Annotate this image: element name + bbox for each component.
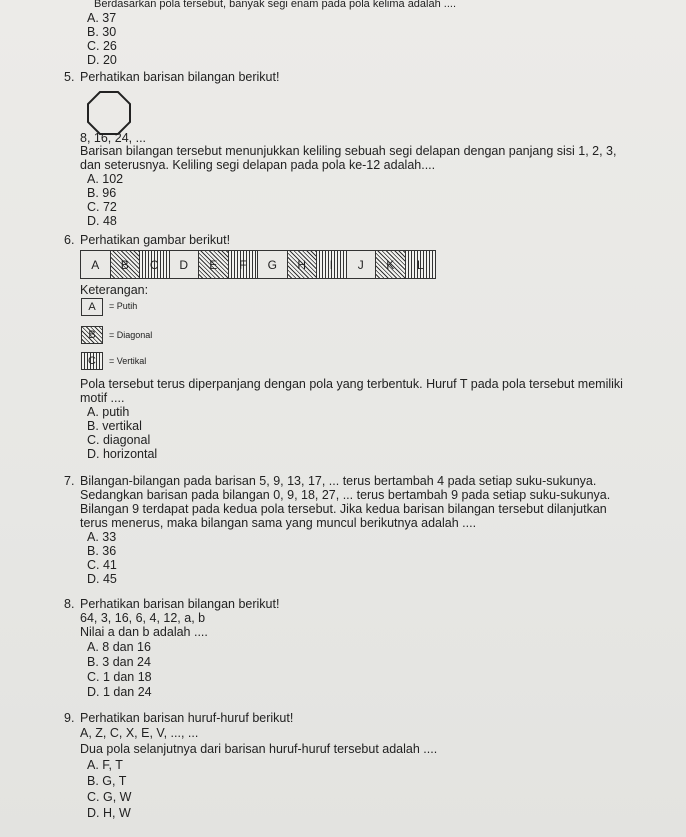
q9-sequence: A, Z, C, X, E, V, ..., ... [80,726,199,740]
legend-swatch-vertical [81,352,103,370]
cell-letter: J [357,257,364,272]
cell-letter: C [149,257,159,272]
q7-stem-line4: terus menerus, maka bilangan sama yang muncul berikutnya adalah .... [80,516,477,530]
pattern-cell-vertical [406,251,436,278]
q7-option-c: C. 41 [87,558,117,572]
q6-stem-line2: motif .... [80,391,125,405]
q9-option-b: B. G, T [87,774,127,788]
cell-letter: F [239,257,247,272]
q6-stem-line1: Pola tersebut terus diperpanjang dengan pola yang terbentuk. Huruf T pada pola tersebut memiliki [80,377,623,391]
octagon-icon [86,90,132,136]
legend-letter: C [88,355,96,367]
q7-stem-line1: Bilangan-bilangan pada barisan 5, 9, 13, 17, ... terus bertambah 4 pada setiap suku-sukunya. [80,474,597,488]
q6-prompt: Perhatikan gambar berikut! [80,233,231,247]
q7-option-b: B. 36 [87,544,117,558]
q9-option-c: C. G, W [87,790,132,804]
pattern-cell-vertical [140,251,170,278]
q6-option-b: B. vertikal [87,419,142,433]
q4-option-d: D. 20 [87,53,117,67]
legend-label-diagonal: = Diagonal [109,330,153,340]
pattern-cell-vertical [229,251,259,278]
q6-option-c: C. diagonal [87,433,151,447]
q6-legend-title: Keterangan: [80,283,149,297]
q8-sequence: 64, 3, 16, 6, 4, 12, a, b [80,611,206,625]
cell-letter: I [329,257,333,272]
pattern-cell-vertical [317,251,347,278]
q6-number: 6. [64,233,75,247]
pattern-cell-white [81,251,111,278]
q9-stem: Dua pola selanjutnya dari barisan huruf-huruf tersebut adalah .... [80,742,438,756]
q5-prompt: Perhatikan barisan bilangan berikut! [80,70,280,84]
pattern-cell-diagonal [288,251,318,278]
cell-letter: E [209,257,218,272]
q8-number: 8. [64,597,75,611]
q8-stem: Nilai a dan b adalah .... [80,625,208,639]
cell-letter: L [416,257,424,272]
pattern-cell-white [258,251,288,278]
q5-option-c: C. 72 [87,200,117,214]
q7-number: 7. [64,474,75,488]
cell-letter: H [297,257,307,272]
pattern-cell-diagonal [376,251,406,278]
q5-number: 5. [64,70,75,84]
q7-stem-line3: Bilangan 9 terdapat pada kedua pola tersebut. Jika kedua barisan bilangan tersebut dilanjutkan [80,502,607,516]
q6-option-a: A. putih [87,405,130,419]
q8-option-c: C. 1 dan 18 [87,670,152,684]
q5-option-a: A. 102 [87,172,124,186]
q5-sequence: 8, 16, 24, ... [80,131,147,145]
q4-option-c: C. 26 [87,39,117,53]
pattern-cell-diagonal [111,251,141,278]
pattern-cell-white [170,251,200,278]
cell-letter: D [179,257,189,272]
q7-option-d: D. 45 [87,572,117,586]
q8-option-b: B. 3 dan 24 [87,655,151,669]
legend-swatch-white [81,298,103,316]
legend-letter: A [88,301,96,313]
q5-option-d: D. 48 [87,214,117,228]
cell-letter: G [267,257,277,272]
q7-stem-line2: Sedangkan barisan pada bilangan 0, 9, 18, 27, ... terus bertambah 9 pada setiap suku-sukunya. [80,488,611,502]
legend-label-white: = Putih [109,301,138,311]
q9-number: 9. [64,711,75,725]
q9-prompt: Perhatikan barisan huruf-huruf berikut! [80,711,294,725]
legend-label-vertical: = Vertikal [109,356,147,366]
q7-option-a: A. 33 [87,530,117,544]
q4-option-a: A. 37 [87,11,117,25]
q6-pattern-strip [80,250,436,279]
q6-option-d: D. horizontal [87,447,158,461]
cell-letter: K [386,257,395,272]
pattern-cell-white [347,251,377,278]
q4-stem-partial: Berdasarkan pola tersebut, banyak segi enam pada pola kelima adalah .... [94,0,457,10]
q9-option-a: A. F, T [87,758,123,772]
q5-option-b: B. 96 [87,186,117,200]
cell-letter: B [120,257,129,272]
q8-option-a: A. 8 dan 16 [87,640,151,654]
legend-swatch-diagonal [81,326,103,344]
q9-option-d: D. H, W [87,806,131,820]
cell-letter: A [91,257,100,272]
pattern-cell-diagonal [199,251,229,278]
q5-stem-line2: dan seterusnya. Keliling segi delapan pada pola ke-12 adalah.... [80,158,436,172]
q5-stem-line1: Barisan bilangan tersebut menunjukkan keliling sebuah segi delapan dengan panjang sisi 1, 2, 3, [80,144,617,158]
q4-option-b: B. 30 [87,25,117,39]
legend-letter: B [88,329,96,341]
q8-prompt: Perhatikan barisan bilangan berikut! [80,597,280,611]
q8-option-d: D. 1 dan 24 [87,685,152,699]
